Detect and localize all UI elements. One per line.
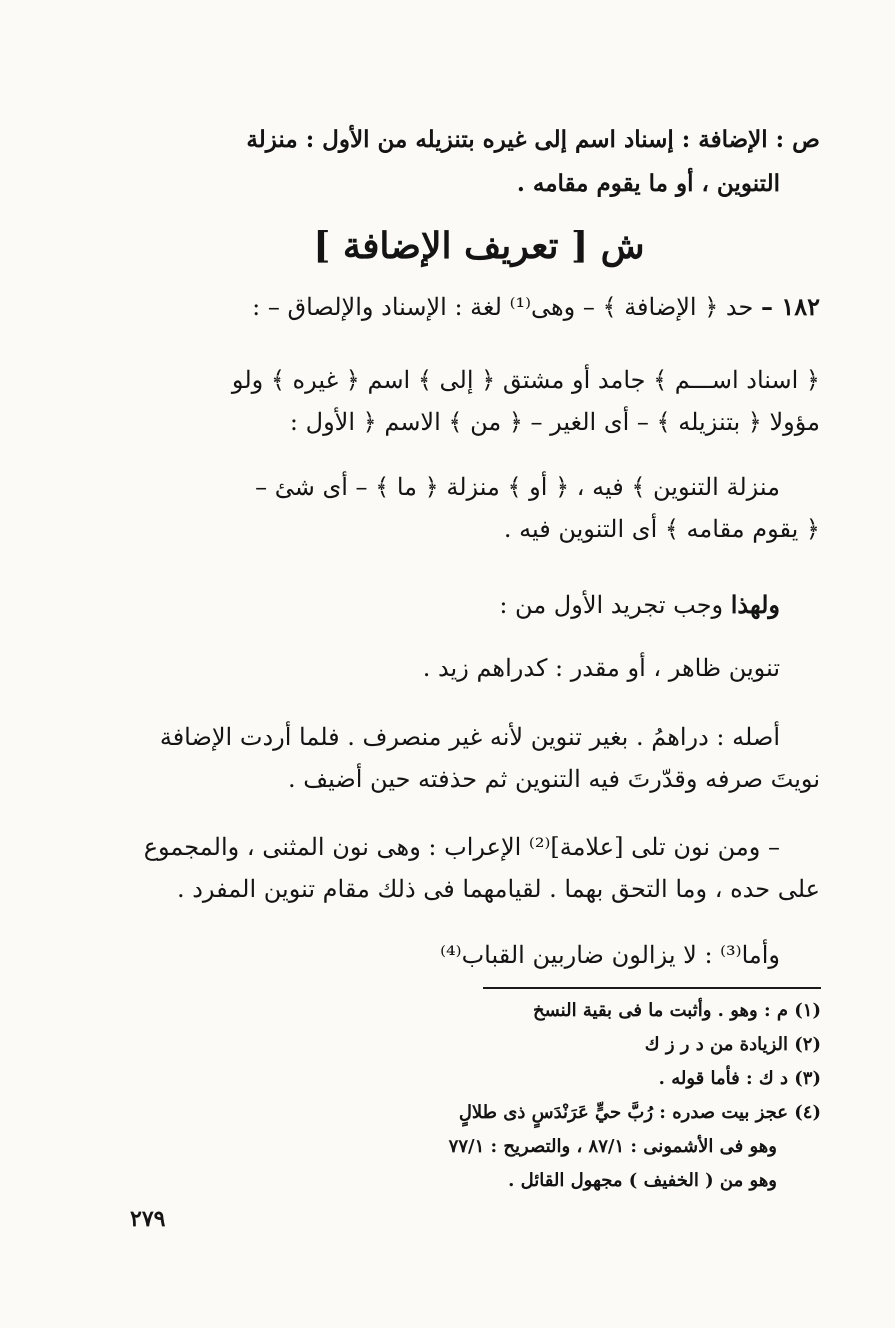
page-number: ٢٧٩ <box>130 1206 166 1232</box>
asluhu-line-1: أصله : دراهمُ . بغير تنوين لأنه غير منصرف . فلما أردت الإضافة <box>159 723 780 751</box>
paragraph-nun <box>138 826 820 910</box>
footnote-4-continuation-2: وهو من ( الخفيف ) مجهول القائل . <box>508 1170 777 1191</box>
paragraph-lihadha <box>138 584 820 626</box>
tanwin-line: تنوين ظاهر ، أو مقدر : كدراهم زيد . <box>422 654 780 682</box>
section-heading: ش [ تعريف الإضافة ] <box>313 225 645 267</box>
footnote-4: (٤) عجز بيت صدره : رُبَّ حيٍّ عَرَنْدَسٍ ذى طلالٍ <box>458 1102 821 1123</box>
paragraph-asluhu <box>138 716 820 800</box>
lihadha-bold: ولهذا <box>730 590 780 619</box>
asluhu-line-2: نويتَ صرفه وقدّرتَ فيه التنوين ثم حذفته حين أضيف . <box>288 765 820 793</box>
footnote-4-continuation-1: وهو فى الأشمونى : ٨٧/١ ، والتصريح : ٧٧/١ <box>448 1136 777 1157</box>
paragraph-manzila <box>138 466 820 550</box>
footnote-separator <box>483 987 821 989</box>
paragraph-isnad <box>138 359 820 443</box>
manzila-line-2: ﴿ يقوم مقامه ﴾ أى التنوين فيه . <box>503 515 820 543</box>
matn-line-2: التنوين ، أو ما يقوم مقامه . <box>516 170 780 197</box>
paragraph-tanwin <box>138 647 820 689</box>
footnote-3: (٣) د ك : فأما قوله . <box>658 1068 821 1089</box>
amma-line: وأما⁽³⁾ : لا يزالون ضاربين القباب⁽⁴⁾ <box>440 941 780 969</box>
paragraph-amma <box>138 934 820 976</box>
nun-line-2: على حده ، وما التحق بهما . لقيامهما فى ذلك مقام تنوين المفرد . <box>176 875 820 903</box>
lihadha-text: وجب تجريد الأول من : <box>499 591 724 619</box>
footnote-2: (٢) الزيادة من د ر ز ك <box>644 1034 821 1055</box>
paragraph-182 <box>138 286 820 328</box>
footnotes <box>300 994 821 1198</box>
matn-text <box>138 118 820 206</box>
isnad-line-1: ﴿ اسناد اســـم ﴾ جامد أو مشتق ﴿ إلى ﴾ اسم ﴿ غيره ﴾ ولو <box>231 366 820 394</box>
paragraph-182-text: حد ﴿ الإضافة ﴾ – وهى⁽¹⁾ لغة : الإسناد والإلصاق – : <box>252 293 754 321</box>
nun-line-1: – ومن نون تلى [علامة]⁽²⁾ الإعراب : وهى نون المثنى ، والمجموع <box>143 833 780 861</box>
isnad-line-2: مؤولا ﴿ بتنزيله ﴾ – أى الغير – ﴿ من ﴾ الاسم ﴿ الأول : <box>289 408 820 436</box>
footnote-1: (١) م : وهو . وأثبت ما فى بقية النسخ <box>533 1000 821 1021</box>
manzila-line-1: منزلة التنوين ﴾ فيه ، ﴿ أو ﴾ منزلة ﴿ ما ﴾ – أى شئ – <box>255 473 780 501</box>
paragraph-number: ١٨٢ – <box>760 292 820 321</box>
matn-line-1: ص : الإضافة : إسناد اسم إلى غيره بتنزيله من الأول : منزلة <box>246 126 820 153</box>
